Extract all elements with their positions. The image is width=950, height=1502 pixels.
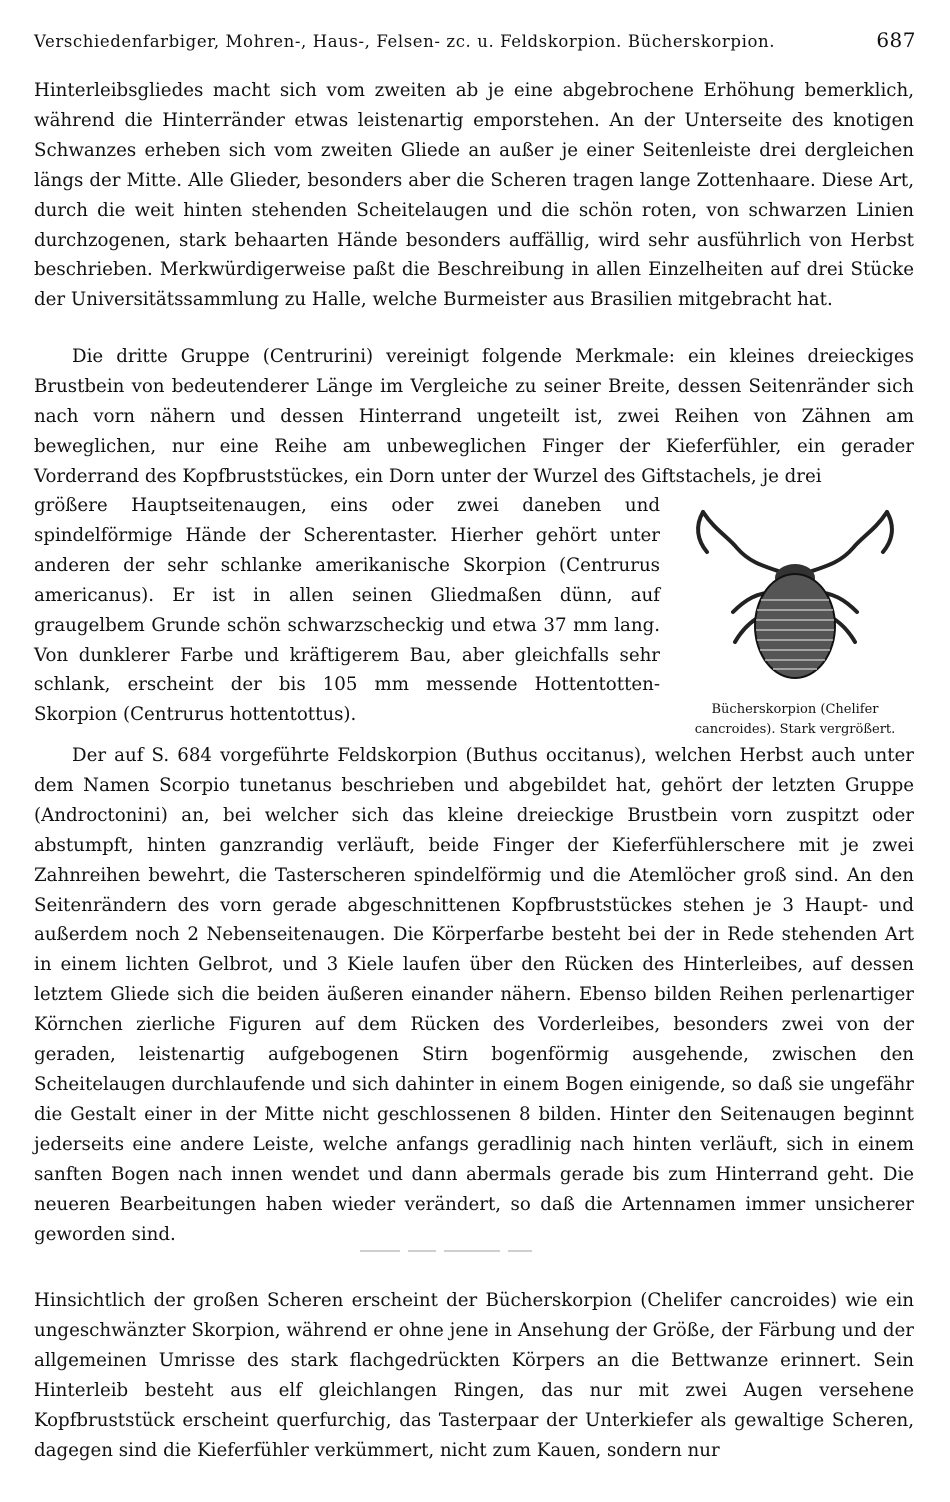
paragraph-2-text: Die dritte Gruppe (Centrurini) vereinigt folgende Merkmale: ein kleines dreieckiges Brustbein von bedeutenderer Länge im Vergleiche zu seiner Breite, dessen Seitenränder sich nach vorn nähern und dessen Hinterrand ungeteilt ist, zwei Reihen von Zähnen am beweglichen, nur eine Reihe am unbeweglichen Finger der Kieferfühler, ein gerader Vorderrand des Kopfbruststückes, ein Dorn unter der Wurzel des Giftstachels, je drei	[34, 346, 914, 487]
page-number: 687	[876, 28, 916, 52]
figure-book-scorpion	[676, 500, 914, 740]
paragraph-2-wrapped-text: größere Hauptseitenaugen, eins oder zwei daneben und spindelförmige Hände der Scherentaster. Hierher gehört unter anderen der sehr schlanke amerikanische Skorpion (Centrurus americanus). Er ist in allen seinen Gliedmaßen dünn, auf graugelbem Grunde schön schwarzscheckig und etwa 37 mm lang. Von dunklerer Farbe und kräftigerem Bau, aber gleichfalls sehr schlank, erscheint der bis 105 mm messende Hottentotten-Skorpion (Centrurus hottentottus).	[34, 495, 660, 726]
caption-line-2: cancroides). Stark vergrößert.	[694, 722, 896, 737]
running-header	[34, 28, 916, 58]
figure-caption	[676, 700, 914, 740]
paragraph-1	[34, 76, 914, 315]
paragraph-4-text: Hinsichtlich der großen Scheren erscheint der Bücherskorpion (Chelifer cancroides) wie ein ungeschwänzter Skorpion, während er ohne jene in Ansehung der Größe, der Färbung und der allgemeinen Umrisse des stark flachgedrückten Körpers an die Bettwanze erinnert. Sein Hinterleib besteht aus elf gleichlangen Ringen, das nur mit zwei Augen versehene Kopfbruststück erscheint querfurchig, das Tasterpaar der Unterkiefer als gewaltige Scheren, dagegen sind die Kieferfühler verkümmert, nicht zum Kauen, sondern nur	[34, 1290, 914, 1461]
paragraph-1-text: Hinterleibsgliedes macht sich vom zweiten ab je eine abgebrochene Erhöhung bemerklich, während die Hinterränder etwas leistenartig emporstehen. An der Unterseite des knotigen Schwanzes erheben sich vom zweiten Gliede an außer je einer Seitenleiste drei dergleichen längs der Mitte. Alle Glieder, besonders aber die Scheren tragen lange Zottenhaare. Diese Art, durch die weit hinten stehenden Scheitelaugen und die schön roten, von schwarzen Linien durchzogenen, stark behaarten Hände besonders auffällig, wird sehr ausführlich von Herbst beschrieben. Merkwürdigerweise paßt die Beschreibung in allen Einzelheiten auf drei Stücke der Universitätssammlung zu Halle, welche Burmeister aus Brasilien mitgebracht hat.	[34, 80, 914, 311]
paragraph-4	[34, 1286, 914, 1465]
paragraph-2-wrapped	[34, 491, 660, 730]
paragraph-3-text: Der auf S. 684 vorgeführte Feldskorpion (Buthus occitanus), welchen Herbst auch unter dem Namen Scorpio tunetanus beschrieben und abgebildet hat, gehört der letzten Gruppe (Androctonini) an, bei welcher sich das kleine dreieckige Brustbein vorn zuspitzt oder abstumpft, hinten ganzrandig verläuft, beide Finger der Kieferfühlerschere mit je zwei Zahnreihen bewehrt, die Tasterscheren spindelförmig und die Atemlöcher groß sind. An den Seitenrändern des vorn gerade abgeschnittenen Kopfbruststückes stehen je 3 Haupt- und außerdem noch 2 Nebenseitenaugen. Die Körperfarbe besteht bei der in Rede stehenden Art in einem lichten Gelbrot, und 3 Kiele laufen über den Rücken des Hinterleibes, auf dessen letztem Gliede sich die beiden äußeren einander nähern. Ebenso bilden Reihen perlenartiger Körnchen zierliche Figuren auf dem Rücken des Vorderleibes, besonders zwei von der geraden, leistenartig aufgebogenen Stirn bogenförmig ausgehende, zwischen den Scheitelaugen durchlaufende und sich dahinter in einem Bogen einigende, so daß sie ungefähr die Gestalt einer in der Mitte nicht geschlossenen 8 bilden. Hinter den Seitenaugen beginnt jederseits eine andere Leiste, welche anfangs geradlinig nach hinten verläuft, sich in einem sanften Bogen nach innen wendet und dann abermals gerade bis zum Hinterrand geht. Die neueren Bearbeitungen haben wieder verändert, so daß die Artennamen immer unsicherer geworden sind.	[34, 745, 914, 1245]
section-divider	[360, 1240, 560, 1244]
paragraph-3	[34, 741, 914, 1249]
paragraph-2-full-width	[34, 342, 914, 492]
caption-line-1: Bücherskorpion (Chelifer	[711, 702, 879, 717]
book-scorpion-illustration	[685, 500, 905, 690]
running-title: Verschiedenfarbiger, Mohren-, Haus-, Felsen- zc. u. Feldskorpion. Bücherskorpion.	[34, 32, 776, 51]
